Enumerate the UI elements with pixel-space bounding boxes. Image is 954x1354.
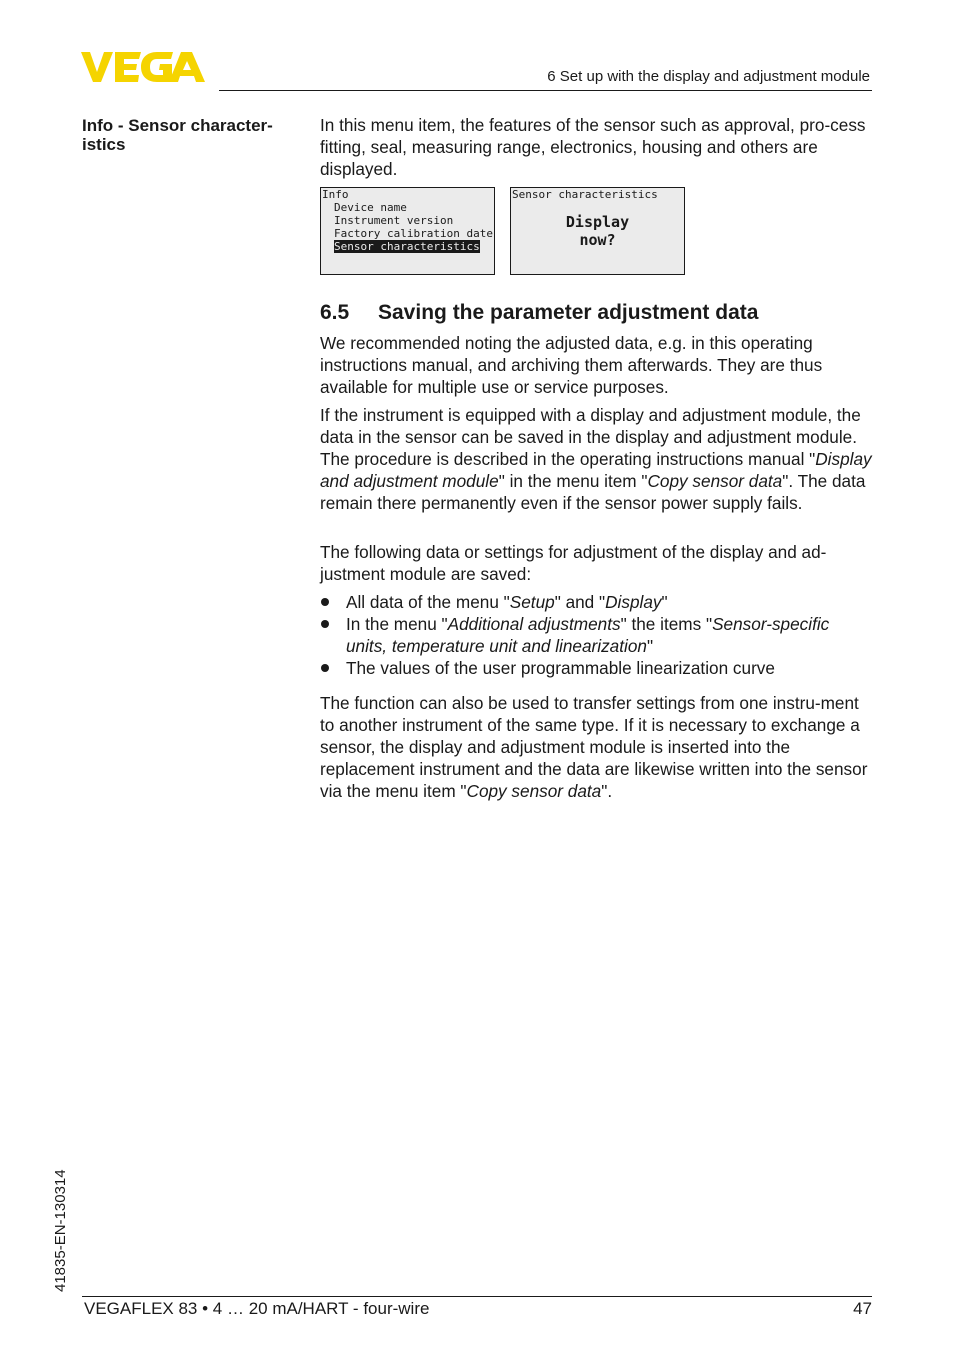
section-paragraph-2: If the instrument is equipped with a display and adjustment module, the data in the sensor can be saved in the display and adjustment module. The procedure is described in the operating instructions manual "Display and adjustment module" in the menu item "Copy sensor data". The data remain there permanently even if the sensor power supply fails.	[320, 405, 872, 513]
info-menu-screen	[320, 187, 495, 275]
display-screens	[320, 187, 686, 275]
header-title: 6 Set up with the display and adjustment module	[547, 68, 870, 85]
intro-paragraph: In this menu item, the features of the sensor such as approval, pro-cess fitting, seal, measuring range, electronics, housing and others are displayed.	[320, 115, 866, 179]
vega-logo	[81, 50, 213, 84]
menu-title: Info	[322, 188, 349, 201]
footer-divider	[82, 1296, 872, 1297]
list-item: All data of the menu "Setup" and "Display"	[320, 591, 872, 613]
menu-item-sensor-characteristics-selected: Sensor characteristics	[334, 240, 480, 253]
saved-data-list	[320, 591, 872, 679]
header-divider	[219, 90, 872, 91]
prompt-line-1: Display	[565, 213, 630, 231]
prompt-line-2: now?	[579, 231, 616, 249]
menu-item-instrument-version: Instrument version	[334, 214, 454, 227]
info-sensor-characteristics-label: Info - Sensor character-istics	[82, 116, 273, 154]
list-item: In the menu "Additional adjustments" the items "Sensor-specific units, temperature unit and linearization"	[320, 613, 872, 657]
screen-title: Sensor characteristics	[512, 188, 658, 201]
section-paragraph-4: The function can also be used to transfer settings from one instru-ment to another instrument of the same type. If it is necessary to exchange a sensor, the display and adjustment module is inserted into the replacement instrument and the data are likewise written into the sensor via the menu item "Copy sensor data".	[320, 693, 868, 801]
section-title: Saving the parameter adjustment data	[378, 301, 759, 324]
section-paragraph-1: We recommended noting the adjusted data, e.g. in this operating instructions manual, and archiving them afterwards. They are thus available for multiple use or service purposes.	[320, 333, 823, 397]
menu-item-factory-calibration-date: Factory calibration date	[334, 227, 493, 240]
sensor-characteristics-screen	[510, 187, 685, 275]
list-item: The values of the user programmable linearization curve	[320, 657, 872, 679]
section-paragraph-3: The following data or settings for adjustment of the display and ad-justment module are saved:	[320, 542, 827, 584]
bullet-icon	[321, 598, 329, 606]
section-heading	[320, 300, 758, 326]
footer-product: VEGAFLEX 83 • 4 … 20 mA/HART - four-wire	[84, 1299, 430, 1318]
section-number: 6.5	[320, 301, 350, 324]
bullet-icon	[321, 620, 329, 628]
display-now-prompt	[511, 213, 684, 249]
page-number: 47	[853, 1299, 872, 1318]
bullet-icon	[321, 664, 329, 672]
document-code: 41835-EN-130314	[52, 1169, 69, 1292]
menu-item-device-name: Device name	[334, 201, 407, 214]
